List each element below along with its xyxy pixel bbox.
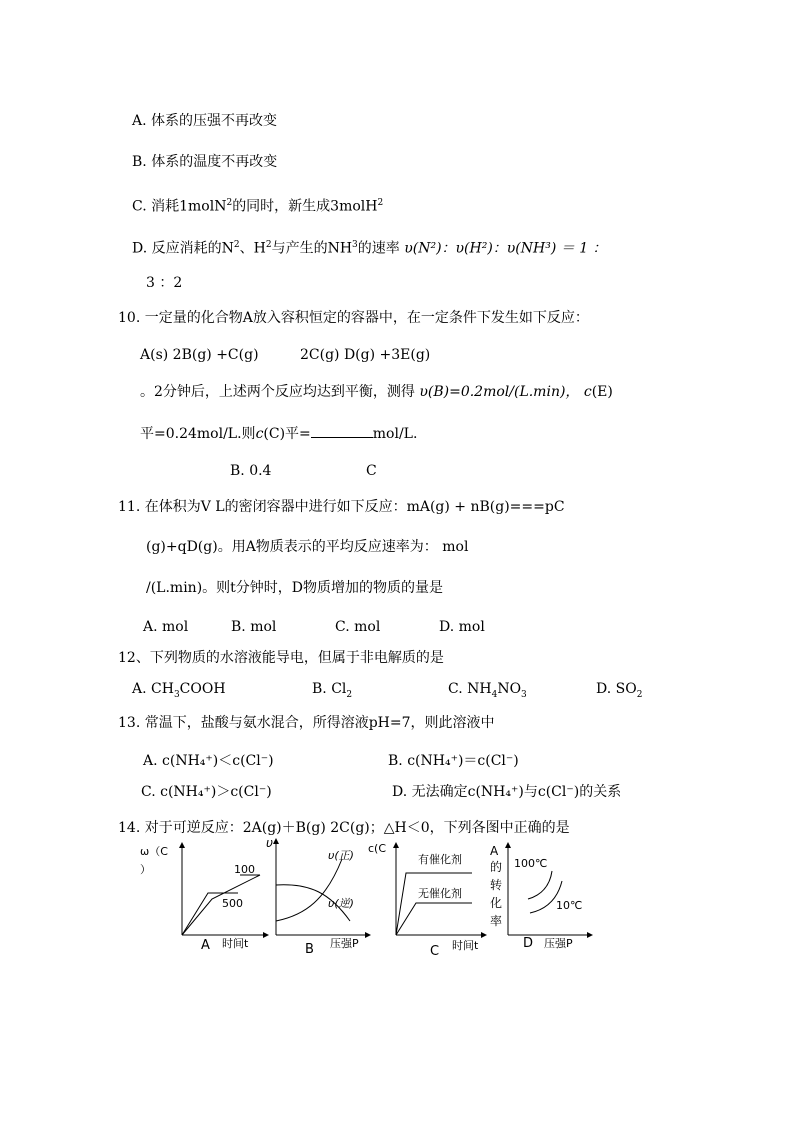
graph-a-xlabel: 时间t xyxy=(222,937,249,950)
q12-option-a: A. $CH_3COOH$ xyxy=(132,681,226,700)
q13-option-d: D. 无法确定c(NH₄⁺)与c(Cl⁻)的关系 xyxy=(392,784,622,800)
q9-rate-ratio: υ(N²)：υ(H²)：υ(NH³) ＝ 1 ： xyxy=(404,240,607,257)
q9-option-d: D. 反应消耗的$N^2$、$H^2$与产生的$NH^3$的速率 υ(N²)：υ(H²)：υ(NH³) ＝ 1 ： xyxy=(132,240,607,257)
q12-option-c: C. $NH_4NO_3$ xyxy=(448,681,527,700)
q9-option-c: C. 消耗1molN$^2$的同时，新生成3molH$^2$ xyxy=(132,198,384,215)
q9-option-d-continued: 3 ：2 xyxy=(146,275,183,291)
graph-d-ylabel-1: 的 xyxy=(490,860,503,874)
q11-line-2: (g)+qD(g)。用A物质表示的平均反应速率为： mol xyxy=(146,539,469,555)
graph-a-tag: A xyxy=(201,938,210,953)
q11-option-d: D. mol xyxy=(439,619,485,635)
q10-line-3: 。2分钟后，上述两个反应均达到平衡，测得 υ(B)=0.2mol/(L.min)， c(E) xyxy=(140,384,613,400)
q9-option-b: B. 体系的温度不再改变 xyxy=(132,154,278,170)
graph-b-xlabel: 压强P xyxy=(330,937,359,950)
q10-option-b: B. 0.4 xyxy=(230,463,272,479)
graph-c-label-no-catalyst: 无催化剂 xyxy=(418,887,462,900)
q10-equation-2: 2C(g) D(g) +3E(g) xyxy=(300,347,431,363)
graph-d xyxy=(490,843,592,951)
q13-option-c: C. c(NH₄⁺)＞c(Cl⁻) xyxy=(141,784,272,800)
graph-d-ylabel-3: 化 xyxy=(490,896,503,910)
graph-c-tag: C xyxy=(430,944,440,959)
graph-c-ylabel: c(C xyxy=(368,842,387,855)
q13-stem: 13. 常温下，盐酸与氨水混合，所得溶液pH=7，则此溶液中 xyxy=(118,715,495,731)
graph-b-tag: B xyxy=(305,942,314,957)
graph-b xyxy=(266,836,370,957)
q12-option-b: B. $Cl_2$ xyxy=(312,681,353,700)
q9-option-a: A. 体系的压强不再改变 xyxy=(132,113,278,129)
graph-d-xlabel: 压强P xyxy=(544,937,573,950)
graph-c-curve-no-catalyst xyxy=(396,903,472,935)
graph-a xyxy=(140,843,268,953)
q14-graphs xyxy=(130,835,610,965)
q13-option-a: A. c(NH₄⁺)＜c(Cl⁻) xyxy=(143,753,274,769)
graph-d-curve-100 xyxy=(528,871,552,899)
q11-line-3: /(L.min)。则t分钟时，D物质增加的物质的量是 xyxy=(146,580,444,596)
graph-d-ylabel-0: A xyxy=(490,844,499,858)
graph-d-label-100: 100℃ xyxy=(514,857,548,870)
q10-equation-1: A(s) 2B(g) +C(g) xyxy=(140,347,259,363)
graph-d-tag: D xyxy=(523,936,534,951)
q12-stem: 12、下列物质的水溶液能导电，但属于非电解质的是 xyxy=(118,650,444,666)
q11-option-a: A. mol xyxy=(143,619,189,635)
graph-b-label-forward: υ(正) xyxy=(328,849,354,862)
q10-option-c: C xyxy=(366,463,377,479)
graph-a-curve-100 xyxy=(182,875,260,935)
graph-c-curve-catalyst xyxy=(396,873,472,935)
graph-a-ylabel-1: ω（C xyxy=(140,845,168,858)
graph-a-label-500: 500 xyxy=(222,897,243,910)
q11-line-1: 11. 在体积为V L的密闭容器中进行如下反应：mA(g) + nB(g)===pC xyxy=(118,499,565,515)
graph-b-curve-reverse xyxy=(276,859,342,921)
graph-b-label-reverse: υ(逆) xyxy=(328,897,354,910)
graph-d-label-10: 10℃ xyxy=(556,899,583,912)
graph-a-label-100: 100 xyxy=(234,863,255,876)
answer-blank[interactable] xyxy=(311,425,373,438)
q10-stem: 10. 一定量的化合物A放入容积恒定的容器中，在一定条件下发生如下反应： xyxy=(118,310,589,326)
q12-option-d: D. $SO_2$ xyxy=(596,681,643,700)
graph-c-xlabel: 时间t xyxy=(452,939,479,952)
graph-a-ylabel-2: ） xyxy=(140,863,151,876)
q11-option-b: B. mol xyxy=(231,619,277,635)
graph-d-ylabel-2: 转 xyxy=(490,878,503,892)
graph-d-ylabel-4: 率 xyxy=(490,914,503,928)
graph-b-ylabel: υ xyxy=(266,836,273,850)
q11-option-c: C. mol xyxy=(335,619,381,635)
q13-option-b: B. c(NH₄⁺)＝c(Cl⁻) xyxy=(388,753,519,769)
graph-c xyxy=(368,842,486,959)
q10-line-4: 平=0.24mol/L.则c(C)平= mol/L. xyxy=(140,426,418,442)
q14-stem: 14. 对于可逆反应：2A(g)＋B(g) 2C(g)；△H＜0，下列各图中正确的是 xyxy=(118,820,570,836)
graph-c-label-catalyst: 有催化剂 xyxy=(418,853,462,866)
